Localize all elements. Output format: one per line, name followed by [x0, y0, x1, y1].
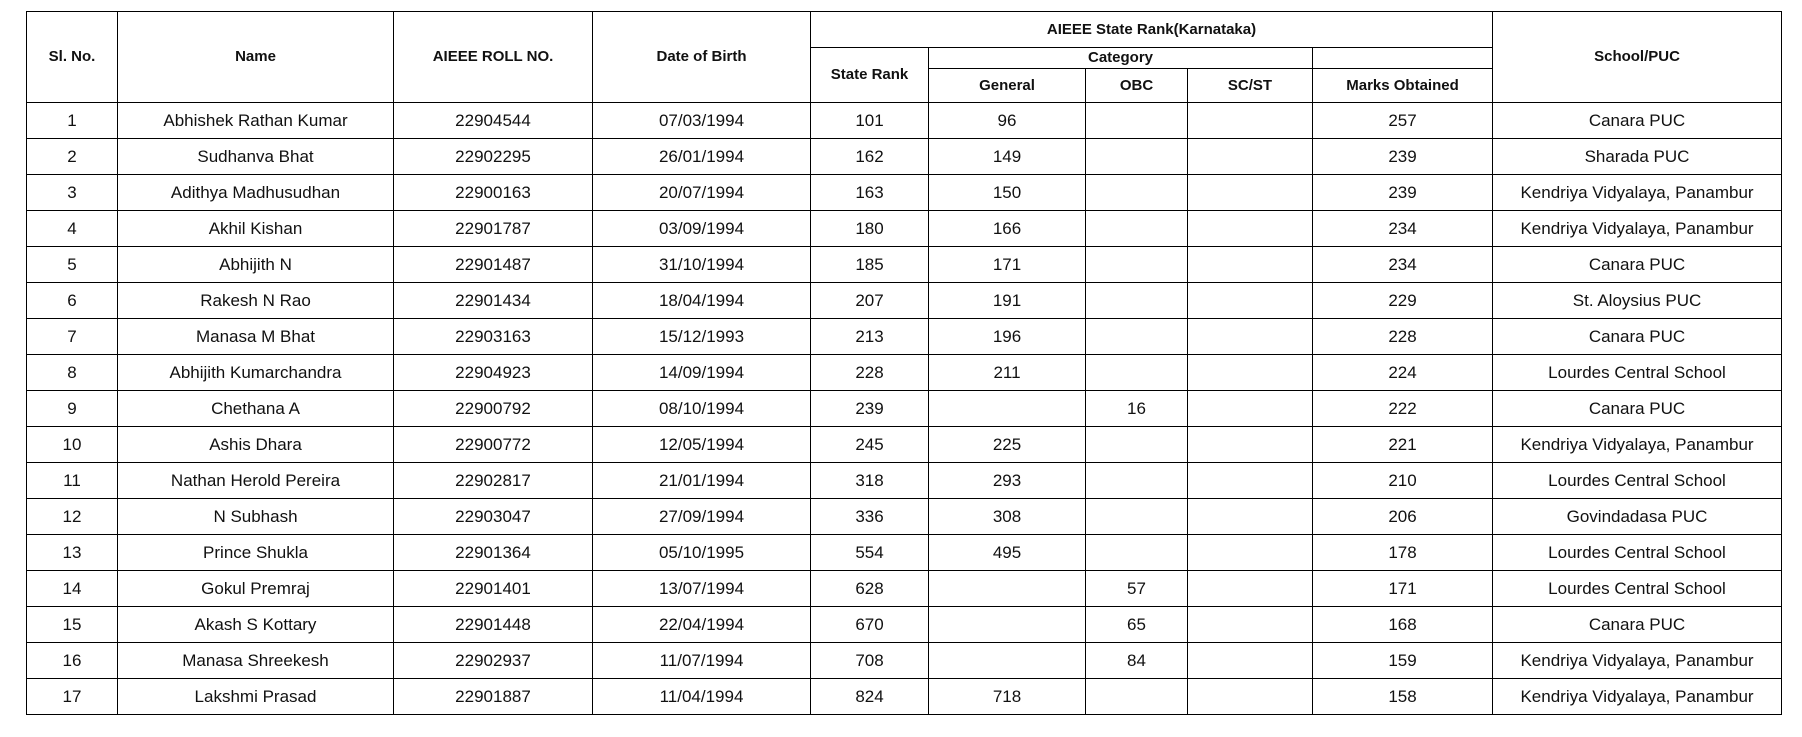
cell-obc	[1086, 355, 1188, 391]
cell-roll-no: 22900772	[394, 427, 593, 463]
cell-roll-no: 22903163	[394, 319, 593, 355]
cell-roll-no: 22900792	[394, 391, 593, 427]
cell-marks: 234	[1313, 211, 1493, 247]
cell-obc	[1086, 283, 1188, 319]
cell-school: Lourdes Central School	[1493, 463, 1782, 499]
cell-state-rank: 213	[811, 319, 929, 355]
cell-dob: 27/09/1994	[593, 499, 811, 535]
cell-dob: 20/07/1994	[593, 175, 811, 211]
cell-dob: 21/01/1994	[593, 463, 811, 499]
table-row	[27, 535, 1782, 571]
cell-state-rank: 336	[811, 499, 929, 535]
cell-obc: 16	[1086, 391, 1188, 427]
cell-marks: 221	[1313, 427, 1493, 463]
cell-dob: 11/07/1994	[593, 643, 811, 679]
header-blank	[1313, 48, 1493, 69]
cell-state-rank: 185	[811, 247, 929, 283]
cell-name: Lakshmi Prasad	[118, 679, 394, 715]
cell-obc	[1086, 211, 1188, 247]
table-body	[27, 103, 1782, 715]
header-state-rank: State Rank	[811, 48, 929, 103]
cell-obc	[1086, 463, 1188, 499]
cell-scst	[1188, 211, 1313, 247]
header-obc: OBC	[1086, 69, 1188, 103]
cell-roll-no: 22901364	[394, 535, 593, 571]
cell-roll-no: 22902295	[394, 139, 593, 175]
cell-state-rank: 670	[811, 607, 929, 643]
cell-dob: 12/05/1994	[593, 427, 811, 463]
cell-marks: 224	[1313, 355, 1493, 391]
cell-general	[929, 643, 1086, 679]
cell-name: Chethana A	[118, 391, 394, 427]
table-row	[27, 679, 1782, 715]
cell-obc: 65	[1086, 607, 1188, 643]
cell-scst	[1188, 139, 1313, 175]
cell-roll-no: 22901434	[394, 283, 593, 319]
cell-dob: 15/12/1993	[593, 319, 811, 355]
cell-marks: 171	[1313, 571, 1493, 607]
cell-school: Kendriya Vidyalaya, Panambur	[1493, 643, 1782, 679]
cell-name: Gokul Premraj	[118, 571, 394, 607]
cell-school: Kendriya Vidyalaya, Panambur	[1493, 427, 1782, 463]
table-row	[27, 427, 1782, 463]
cell-school: Sharada PUC	[1493, 139, 1782, 175]
cell-school: Lourdes Central School	[1493, 571, 1782, 607]
cell-obc	[1086, 175, 1188, 211]
cell-dob: 22/04/1994	[593, 607, 811, 643]
cell-scst	[1188, 427, 1313, 463]
cell-school: Canara PUC	[1493, 247, 1782, 283]
cell-school: Kendriya Vidyalaya, Panambur	[1493, 211, 1782, 247]
cell-general: 718	[929, 679, 1086, 715]
cell-dob: 08/10/1994	[593, 391, 811, 427]
cell-state-rank: 239	[811, 391, 929, 427]
rank-table	[26, 11, 1782, 715]
header-roll-no: AIEEE ROLL NO.	[394, 12, 593, 103]
cell-roll-no: 22901487	[394, 247, 593, 283]
cell-obc	[1086, 319, 1188, 355]
table-row	[27, 391, 1782, 427]
cell-state-rank: 245	[811, 427, 929, 463]
cell-general	[929, 607, 1086, 643]
cell-dob: 26/01/1994	[593, 139, 811, 175]
cell-state-rank: 101	[811, 103, 929, 139]
cell-state-rank: 180	[811, 211, 929, 247]
cell-school: Canara PUC	[1493, 103, 1782, 139]
cell-obc	[1086, 247, 1188, 283]
cell-dob: 11/04/1994	[593, 679, 811, 715]
cell-scst	[1188, 607, 1313, 643]
cell-scst	[1188, 103, 1313, 139]
cell-state-rank: 163	[811, 175, 929, 211]
cell-name: Adithya Madhusudhan	[118, 175, 394, 211]
cell-school: Kendriya Vidyalaya, Panambur	[1493, 679, 1782, 715]
header-category: Category	[929, 48, 1313, 69]
header-marks: Marks Obtained	[1313, 69, 1493, 103]
cell-obc	[1086, 139, 1188, 175]
cell-school: Lourdes Central School	[1493, 355, 1782, 391]
cell-marks: 158	[1313, 679, 1493, 715]
cell-name: Akash S Kottary	[118, 607, 394, 643]
cell-scst	[1188, 319, 1313, 355]
cell-state-rank: 207	[811, 283, 929, 319]
cell-state-rank: 228	[811, 355, 929, 391]
cell-sl-no: 17	[27, 679, 118, 715]
cell-name: Abhijith Kumarchandra	[118, 355, 394, 391]
cell-name: Manasa M Bhat	[118, 319, 394, 355]
cell-general: 196	[929, 319, 1086, 355]
cell-dob: 14/09/1994	[593, 355, 811, 391]
cell-school: Canara PUC	[1493, 391, 1782, 427]
cell-general: 166	[929, 211, 1086, 247]
cell-sl-no: 9	[27, 391, 118, 427]
cell-roll-no: 22901448	[394, 607, 593, 643]
cell-dob: 18/04/1994	[593, 283, 811, 319]
header-school: School/PUC	[1493, 12, 1782, 103]
table-row	[27, 571, 1782, 607]
cell-name: Akhil Kishan	[118, 211, 394, 247]
cell-scst	[1188, 175, 1313, 211]
cell-general: 149	[929, 139, 1086, 175]
cell-sl-no: 3	[27, 175, 118, 211]
cell-sl-no: 2	[27, 139, 118, 175]
cell-marks: 159	[1313, 643, 1493, 679]
header-state-rank-group: AIEEE State Rank(Karnataka)	[811, 12, 1493, 48]
cell-state-rank: 318	[811, 463, 929, 499]
cell-general: 191	[929, 283, 1086, 319]
cell-roll-no: 22901887	[394, 679, 593, 715]
header-general: General	[929, 69, 1086, 103]
cell-obc: 84	[1086, 643, 1188, 679]
table-row	[27, 211, 1782, 247]
cell-obc	[1086, 499, 1188, 535]
cell-general: 171	[929, 247, 1086, 283]
cell-sl-no: 14	[27, 571, 118, 607]
table-row	[27, 247, 1782, 283]
cell-scst	[1188, 679, 1313, 715]
table-row	[27, 499, 1782, 535]
cell-marks: 239	[1313, 175, 1493, 211]
cell-marks: 206	[1313, 499, 1493, 535]
cell-general: 211	[929, 355, 1086, 391]
cell-roll-no: 22902817	[394, 463, 593, 499]
cell-roll-no: 22903047	[394, 499, 593, 535]
table-row	[27, 607, 1782, 643]
cell-marks: 222	[1313, 391, 1493, 427]
table-header	[27, 12, 1782, 103]
cell-scst	[1188, 355, 1313, 391]
cell-obc	[1086, 103, 1188, 139]
cell-sl-no: 15	[27, 607, 118, 643]
cell-obc	[1086, 679, 1188, 715]
cell-sl-no: 11	[27, 463, 118, 499]
cell-marks: 178	[1313, 535, 1493, 571]
cell-sl-no: 10	[27, 427, 118, 463]
cell-name: Abhijith N	[118, 247, 394, 283]
cell-scst	[1188, 391, 1313, 427]
cell-school: Govindadasa PUC	[1493, 499, 1782, 535]
table-row	[27, 139, 1782, 175]
cell-marks: 168	[1313, 607, 1493, 643]
cell-marks: 257	[1313, 103, 1493, 139]
cell-sl-no: 6	[27, 283, 118, 319]
cell-obc: 57	[1086, 571, 1188, 607]
cell-marks: 210	[1313, 463, 1493, 499]
cell-sl-no: 4	[27, 211, 118, 247]
cell-sl-no: 7	[27, 319, 118, 355]
cell-school: Lourdes Central School	[1493, 535, 1782, 571]
cell-roll-no: 22904923	[394, 355, 593, 391]
cell-roll-no: 22900163	[394, 175, 593, 211]
cell-general	[929, 391, 1086, 427]
cell-name: Ashis Dhara	[118, 427, 394, 463]
cell-school: St. Aloysius PUC	[1493, 283, 1782, 319]
table-row	[27, 463, 1782, 499]
cell-roll-no: 22901401	[394, 571, 593, 607]
cell-name: Abhishek Rathan Kumar	[118, 103, 394, 139]
cell-sl-no: 13	[27, 535, 118, 571]
cell-marks: 228	[1313, 319, 1493, 355]
cell-general: 293	[929, 463, 1086, 499]
cell-sl-no: 8	[27, 355, 118, 391]
cell-state-rank: 554	[811, 535, 929, 571]
cell-scst	[1188, 283, 1313, 319]
cell-name: N Subhash	[118, 499, 394, 535]
cell-dob: 31/10/1994	[593, 247, 811, 283]
cell-state-rank: 628	[811, 571, 929, 607]
table-row	[27, 319, 1782, 355]
cell-dob: 07/03/1994	[593, 103, 811, 139]
cell-general: 150	[929, 175, 1086, 211]
cell-dob: 05/10/1995	[593, 535, 811, 571]
cell-scst	[1188, 643, 1313, 679]
cell-general: 495	[929, 535, 1086, 571]
cell-scst	[1188, 247, 1313, 283]
cell-scst	[1188, 463, 1313, 499]
cell-general: 225	[929, 427, 1086, 463]
table-row	[27, 175, 1782, 211]
table-row	[27, 283, 1782, 319]
cell-scst	[1188, 535, 1313, 571]
cell-general: 96	[929, 103, 1086, 139]
table-row	[27, 103, 1782, 139]
cell-scst	[1188, 571, 1313, 607]
cell-obc	[1086, 535, 1188, 571]
table-row	[27, 355, 1782, 391]
cell-state-rank: 162	[811, 139, 929, 175]
header-scst: SC/ST	[1188, 69, 1313, 103]
cell-marks: 234	[1313, 247, 1493, 283]
cell-state-rank: 824	[811, 679, 929, 715]
cell-general: 308	[929, 499, 1086, 535]
cell-state-rank: 708	[811, 643, 929, 679]
header-dob: Date of Birth	[593, 12, 811, 103]
cell-sl-no: 12	[27, 499, 118, 535]
cell-name: Nathan Herold Pereira	[118, 463, 394, 499]
cell-sl-no: 5	[27, 247, 118, 283]
cell-marks: 239	[1313, 139, 1493, 175]
cell-school: Kendriya Vidyalaya, Panambur	[1493, 175, 1782, 211]
cell-scst	[1188, 499, 1313, 535]
cell-general	[929, 571, 1086, 607]
cell-sl-no: 16	[27, 643, 118, 679]
table-row	[27, 643, 1782, 679]
cell-name: Sudhanva Bhat	[118, 139, 394, 175]
rank-list-sheet	[26, 11, 1782, 715]
cell-dob: 03/09/1994	[593, 211, 811, 247]
header-sl-no: Sl. No.	[27, 12, 118, 103]
cell-marks: 229	[1313, 283, 1493, 319]
header-name: Name	[118, 12, 394, 103]
cell-name: Rakesh N Rao	[118, 283, 394, 319]
cell-obc	[1086, 427, 1188, 463]
cell-roll-no: 22904544	[394, 103, 593, 139]
cell-school: Canara PUC	[1493, 607, 1782, 643]
cell-name: Prince Shukla	[118, 535, 394, 571]
cell-roll-no: 22901787	[394, 211, 593, 247]
cell-sl-no: 1	[27, 103, 118, 139]
cell-name: Manasa Shreekesh	[118, 643, 394, 679]
cell-roll-no: 22902937	[394, 643, 593, 679]
cell-school: Canara PUC	[1493, 319, 1782, 355]
cell-dob: 13/07/1994	[593, 571, 811, 607]
